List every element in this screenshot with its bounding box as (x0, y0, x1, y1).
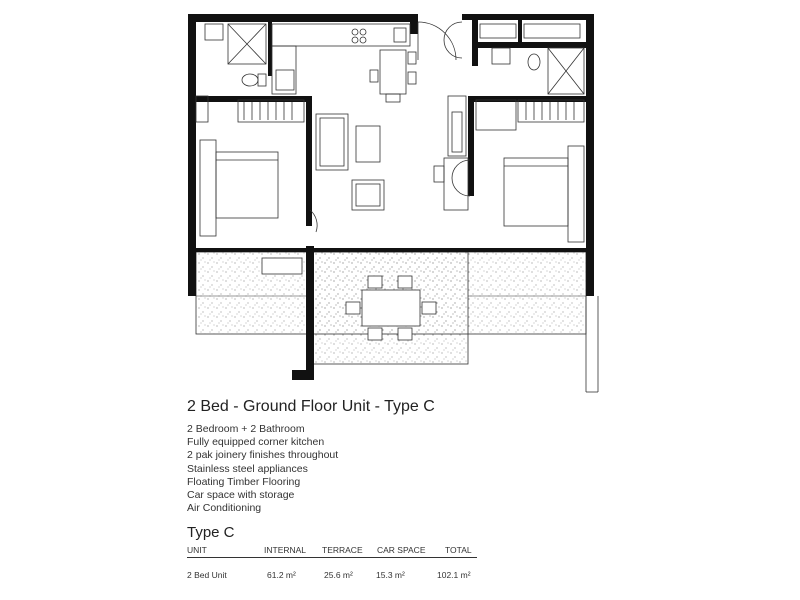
feature-item: Fully equipped corner kitchen (187, 436, 325, 449)
dining-table (370, 50, 416, 102)
cell-unit: 2 Bed Unit (187, 570, 227, 580)
type-heading: Type C (187, 524, 235, 541)
feature-item: Stainless steel appliances (187, 462, 308, 475)
feature-item: 2 pak joinery finishes throughout (187, 449, 339, 462)
header-terrace: TERRACE (322, 545, 363, 555)
cell-internal: 61.2 m² (267, 570, 296, 580)
table-row (187, 570, 477, 584)
bathroom-left (205, 24, 266, 86)
table-header (187, 545, 477, 558)
plan-title: 2 Bed - Ground Floor Unit - Type C (187, 398, 435, 415)
cell-total: 102.1 m² (437, 570, 471, 580)
kitchen (272, 24, 410, 94)
header-total: TOTAL (445, 545, 472, 555)
cell-terrace: 25.6 m² (324, 570, 353, 580)
feature-item: Car space with storage (187, 489, 295, 502)
bedroom-left (196, 96, 304, 236)
feature-list (187, 423, 338, 515)
doors (310, 22, 470, 232)
bathroom-right (480, 24, 584, 94)
header-car-space: CAR SPACE (377, 545, 426, 555)
cell-car-space: 15.3 m² (376, 570, 405, 580)
header-unit: UNIT (187, 545, 207, 555)
feature-item: 2 Bedroom + 2 Bathroom (187, 423, 305, 435)
feature-item: Air Conditioning (187, 502, 262, 515)
bedroom-right (476, 100, 584, 242)
area-table (187, 545, 477, 584)
feature-item: Floating Timber Flooring (187, 475, 301, 488)
header-internal: INTERNAL (264, 545, 307, 555)
living-room (316, 96, 468, 210)
